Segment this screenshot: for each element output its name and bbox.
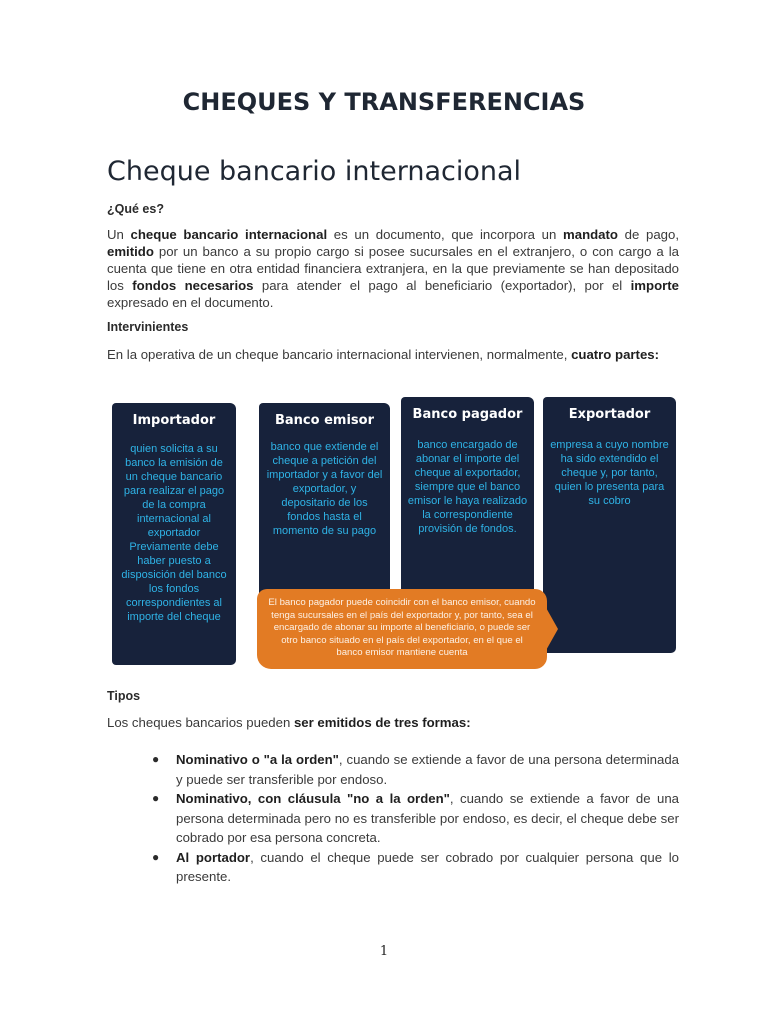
box-title: Banco emisor bbox=[275, 413, 374, 428]
bullet-icon: ● bbox=[152, 791, 160, 805]
tipos-heading: Tipos bbox=[107, 689, 141, 703]
text-run: , cuando se extiende a favor de una persona determinada pero no es transferible por endoso, es decir, el cheque debe ser cobrado por esa persona concreta. bbox=[176, 791, 679, 845]
text-run: Un bbox=[107, 227, 131, 242]
box-text: empresa a cuyo nombre ha sido extendido el cheque y, por tanto, quien lo presenta para su cobro bbox=[550, 439, 669, 507]
box-title: Exportador bbox=[568, 407, 651, 422]
intervinientes-diagram bbox=[112, 397, 678, 679]
text-run: : bbox=[654, 347, 660, 362]
document-title: CHEQUES Y TRANSFERENCIAS bbox=[182, 88, 586, 116]
box-text: quien solicita a su banco la emisión de un cheque bancario para realizar el pago de la compra internacional al exportador Previamente debe haber puesto a disposición del banco los fondos correspondientes al importe del cheque bbox=[121, 443, 227, 623]
bold-run: ser emitidos de tres formas bbox=[293, 715, 467, 730]
bullet-icon: ● bbox=[152, 752, 160, 766]
page-number: 1 bbox=[379, 944, 389, 959]
bullet-icon: ● bbox=[152, 849, 160, 864]
bold-run: importe bbox=[630, 278, 679, 293]
text-run: , cuando el cheque puede ser cobrado por cualquier persona que lo presente. bbox=[176, 849, 679, 884]
bold-run: Al portador bbox=[176, 849, 251, 865]
box-text: banco que extiende el cheque a petición del importador y a favor del exportador, y depositario de los fondos hasta el momento de su pago bbox=[266, 441, 383, 537]
box-exportador bbox=[543, 397, 676, 653]
bold-run: cheque bancario internacional bbox=[130, 227, 328, 242]
text-run: es un documento, que incorpora un bbox=[327, 227, 564, 242]
intervinientes-paragraph bbox=[107, 346, 679, 363]
text-run: : bbox=[466, 715, 471, 730]
text-run: expresado en el documento. bbox=[107, 295, 274, 310]
bold-run: mandato bbox=[563, 227, 618, 242]
list-item bbox=[152, 848, 679, 887]
bold-run: Nominativo, con cláusula "no a la orden" bbox=[176, 791, 450, 806]
bold-run: Nominativo o "a la orden" bbox=[176, 752, 339, 767]
box-title: Importador bbox=[132, 413, 216, 428]
text-run: En la operativa de un cheque bancario internacional intervienen, normalmente, bbox=[107, 347, 572, 362]
box-banco-pagador bbox=[401, 397, 534, 597]
text-run: para atender el pago al beneficiario (exportador), por el bbox=[253, 278, 631, 293]
que-es-paragraph bbox=[107, 226, 679, 311]
que-es-heading: ¿Qué es? bbox=[107, 202, 164, 216]
intervinientes-heading: Intervinientes bbox=[107, 320, 189, 334]
text-run: Los cheques bancarios pueden bbox=[107, 715, 294, 730]
list-item bbox=[152, 789, 679, 848]
tipos-list bbox=[152, 750, 679, 887]
text-run: de pago, bbox=[617, 227, 679, 242]
callout-text: El banco pagador puede coincidir con el banco emisor, cuando tenga sucursales en el país del exportador y, por tanto, sea el encargado de abonar su importe al beneficiario, o puede ser otro banco situado en el país del exportador, en el que el banco emisor mantiene cuenta bbox=[268, 597, 536, 659]
list-item bbox=[152, 750, 679, 789]
text-run: por un banco a su propio cargo si posee sucursales en el extranjero, o con cargo a la cuenta que tiene en otra entidad financiera extranjera, en la que previamente se han depositado los bbox=[107, 244, 679, 293]
tipos-intro bbox=[107, 714, 679, 731]
box-text: banco encargado de abonar el importe del cheque al exportador, siempre que el banco emisor le haya realizado la correspondiente provisión de fondos. bbox=[407, 439, 528, 535]
text-run: , cuando se extiende a favor de una persona determinada y puede ser transferible por endoso. bbox=[176, 752, 679, 787]
section-title: Cheque bancario internacional bbox=[107, 156, 522, 187]
bold-run: fondos necesarios bbox=[132, 278, 254, 293]
bold-run: emitido bbox=[107, 244, 154, 259]
box-importador bbox=[112, 403, 236, 665]
box-title: Banco pagador bbox=[412, 407, 523, 422]
callout-banco-pagador bbox=[257, 589, 547, 669]
box-banco-emisor bbox=[259, 403, 390, 603]
bold-run: cuatro partes bbox=[571, 347, 655, 362]
